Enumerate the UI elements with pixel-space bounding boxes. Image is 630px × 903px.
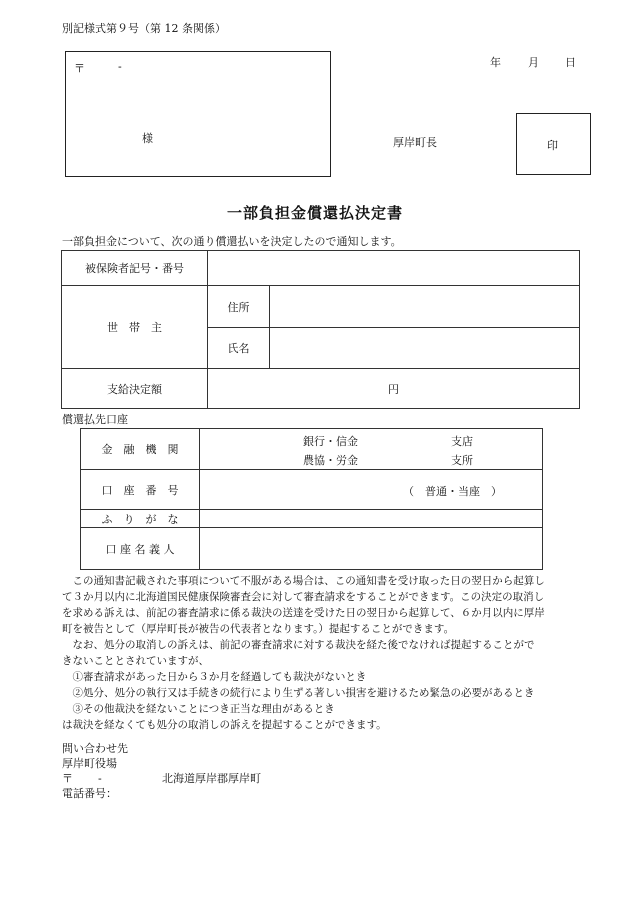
form-number: 別記様式第９号（第 12 条関係）: [62, 22, 226, 35]
address-cell[interactable]: [270, 286, 580, 328]
amount-cell[interactable]: [208, 369, 580, 409]
contact-block: [62, 741, 261, 801]
account-holder-cell[interactable]: [200, 528, 543, 570]
name-label: 氏名: [208, 328, 270, 369]
date-year: 年: [490, 56, 501, 69]
postal-mark: 〒: [74, 62, 85, 75]
refund-account-table: [80, 428, 543, 570]
insured-number-cell[interactable]: [208, 251, 580, 286]
notice-line: て３か月以内に北海道国民健康保険審査会に対して審査請求をすることができます。この決定の取消し: [62, 591, 545, 603]
amount-unit: 円: [388, 382, 399, 396]
contact-office: 厚岸町役場: [62, 757, 117, 770]
name-cell[interactable]: [270, 328, 580, 369]
date-day: 日: [565, 56, 576, 69]
document-title: 一部負担金償還払決定書: [226, 204, 403, 222]
notice-line: この通知書記載された事項について不服がある場合は、この通知書を受け取った日の翌日から起算し: [62, 575, 545, 587]
honorific-sama: 様: [142, 132, 153, 145]
contact-postal-mark: 〒: [62, 772, 73, 785]
postal-dash: -: [118, 60, 122, 73]
householder-label: 世 帯 主: [62, 286, 208, 369]
recipient-address-box[interactable]: [65, 51, 331, 177]
branch-label: 支店: [451, 435, 473, 448]
date-month: 月: [528, 56, 539, 69]
intro-text: 一部負担金について、次の通り償還払いを決定したので通知します。: [62, 235, 402, 248]
issuer-title: 厚岸町長: [393, 136, 437, 149]
notice-line: なお、処分の取消しの訴えは、前記の審査請求に対する裁決を経た後でなければ提起することがで: [62, 639, 535, 651]
insured-number-label: 被保険者記号・番号: [62, 251, 208, 286]
contact-heading: 問い合わせ先: [62, 742, 128, 755]
notice-line: ③その他裁決を経ないことにつき正当な理由があるとき: [62, 703, 335, 715]
notice-line: ①審査請求があった日から３か月を経過しても裁決がないとき: [62, 671, 367, 683]
account-type: （ 普通・当座 ）: [403, 484, 502, 498]
institution-label: 金 融 機 関: [81, 429, 200, 470]
amount-label: 支給決定額: [62, 369, 208, 409]
account-holder-label: 口 座 名 義 人: [81, 528, 200, 570]
address-label: 住所: [208, 286, 270, 328]
notice-line: 町を被告として（厚岸町長が被告の代表者となります。）提起することができます。: [62, 623, 455, 635]
bank-line: 銀行・信金: [303, 435, 358, 448]
notice-line: は裁決を経なくても処分の取消しの訴えを提起することができます。: [62, 719, 387, 731]
account-number-cell[interactable]: [200, 470, 543, 510]
contact-postal-dash: -: [98, 772, 102, 785]
refund-account-heading: 償還払先口座: [62, 413, 128, 426]
furigana-cell[interactable]: [200, 510, 543, 528]
account-number-label: 口 座 番 号: [81, 470, 200, 510]
seal-label: 印: [547, 139, 558, 152]
institution-cell[interactable]: [200, 429, 543, 470]
sub-branch-label: 支所: [451, 454, 473, 467]
seal-box: [516, 113, 591, 175]
furigana-label: ふ り が な: [81, 510, 200, 528]
notice-line: を求める訴えは、前記の審査請求に係る裁決の送達を受けた日の翌日から起算して、６か月以内に厚岸: [62, 607, 545, 619]
decision-table: [61, 250, 580, 409]
appeal-notice: [62, 573, 545, 733]
agri-line: 農協・労金: [303, 454, 358, 467]
notice-line: ②処分、処分の執行又は手続きの続行により生ずる著しい損害を避けるため緊急の必要があるとき: [62, 687, 535, 699]
contact-address: 北海道厚岸郡厚岸町: [162, 772, 261, 785]
contact-phone: 電話番号：: [62, 787, 117, 800]
notice-line: きないこととされていますが、: [62, 655, 209, 667]
